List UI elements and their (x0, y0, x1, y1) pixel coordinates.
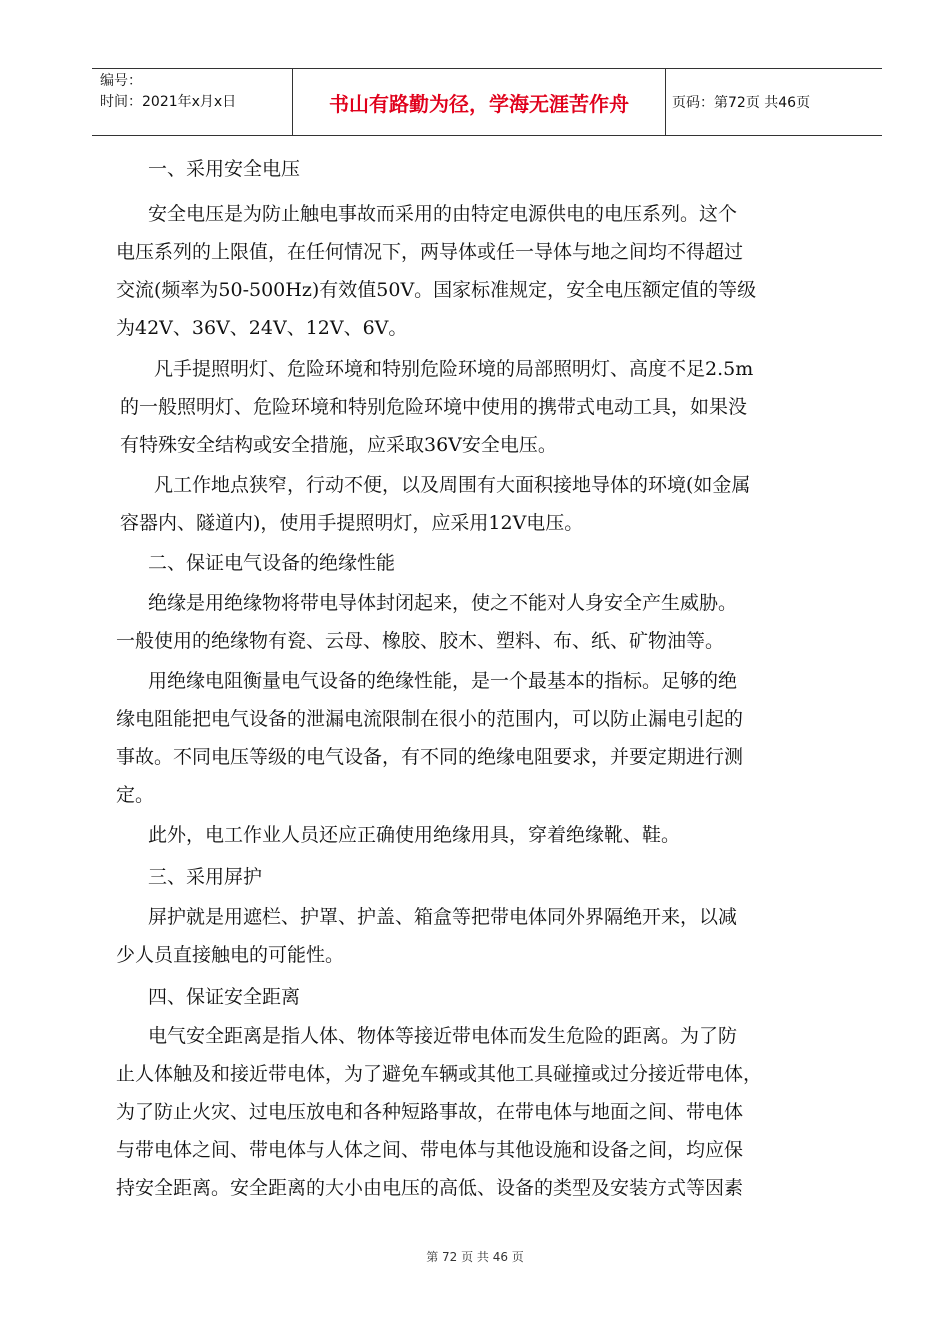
paragraph-line: 容器内、隧道内)，使用手提照明灯，应采用12V电压。 (120, 512, 584, 534)
paragraph-line: 凡工作地点狭窄，行动不便，以及周围有大面积接地导体的环境(如金属 (154, 474, 751, 496)
paragraph-line: 为了防止火灾、过电压放电和各种短路事故，在带电体与地面之间、带电体 (116, 1101, 744, 1123)
paragraph-line: 止人体触及和接近带电体，为了避免车辆或其他工具碰撞或过分接近带电体， (116, 1063, 763, 1085)
paragraph-line: 的一般照明灯、危险环境和特别危险环境中使用的携带式电动工具，如果没 (120, 396, 748, 418)
heading-section-4: 四、保证安全距离 (148, 986, 301, 1008)
heading-section-2: 二、保证电气设备的绝缘性能 (148, 552, 396, 574)
heading-section-3: 三、采用屏护 (148, 866, 263, 888)
paragraph-line: 交流(频率为50-500Hz)有效值50V。国家标准规定，安全电压额定值的等级 (116, 279, 757, 301)
paragraph-line: 此外，电工作业人员还应正确使用绝缘用具，穿着绝缘靴、鞋。 (148, 824, 681, 846)
time-label: 时间：2021年x月x日 (100, 94, 237, 110)
paragraph-line: 持安全距离。安全距离的大小由电压的高低、设备的类型及安装方式等因素 (116, 1177, 744, 1199)
paragraph-line: 电气安全距离是指人体、物体等接近带电体而发生危险的距离。为了防 (148, 1025, 738, 1047)
header-divider (292, 69, 293, 135)
paragraph-line: 电压系列的上限值，在任何情况下，两导体或任一导体与地之间均不得超过 (116, 241, 744, 263)
header-motto: 书山有路勤为径，学海无涯苦作舟 (329, 91, 629, 116)
paragraph-line: 与带电体之间、带电体与人体之间、带电体与其他设施和设备之间，均应保 (116, 1139, 744, 1161)
paragraph-line: 绝缘是用绝缘物将带电导体封闭起来，使之不能对人身安全产生威胁。 (148, 592, 738, 614)
paragraph-line: 少人员直接触电的可能性。 (116, 944, 345, 966)
paragraph-line: 一般使用的绝缘物有瓷、云母、橡胶、胶木、塑料、布、纸、矿物油等。 (116, 630, 725, 652)
header-divider (665, 69, 666, 135)
paragraph-line: 用绝缘电阻衡量电气设备的绝缘性能，是一个最基本的指标。足够的绝 (148, 670, 738, 692)
paragraph-line: 定。 (116, 784, 155, 806)
paragraph-line: 凡手提照明灯、危险环境和特别危险环境的局部照明灯、高度不足2.5m (154, 358, 754, 380)
paragraph-line: 安全电压是为防止触电事故而采用的由特定电源供电的电压系列。这个 (148, 203, 738, 225)
paragraph-line: 为42V、36V、24V、12V、6V。 (116, 317, 408, 339)
header-page-info: 页码：第72页 共46页 (672, 95, 811, 111)
paragraph-line: 事故。不同电压等级的电气设备，有不同的绝缘电阻要求，并要定期进行测 (116, 746, 744, 768)
paragraph-line: 有特殊安全结构或安全措施，应采取36V安全电压。 (120, 434, 557, 456)
heading-section-1: 一、采用安全电压 (148, 158, 301, 180)
paragraph-line: 缘电阻能把电气设备的泄漏电流限制在很小的范围内，可以防止漏电引起的 (116, 708, 744, 730)
page-footer: 第 72 页 共 46 页 (426, 1250, 524, 1264)
header-meta (100, 71, 290, 113)
page-header (92, 68, 882, 136)
serial-number-label: 编号： (100, 73, 142, 89)
paragraph-line: 屏护就是用遮栏、护罩、护盖、箱盒等把带电体同外界隔绝开来，以减 (148, 906, 738, 928)
